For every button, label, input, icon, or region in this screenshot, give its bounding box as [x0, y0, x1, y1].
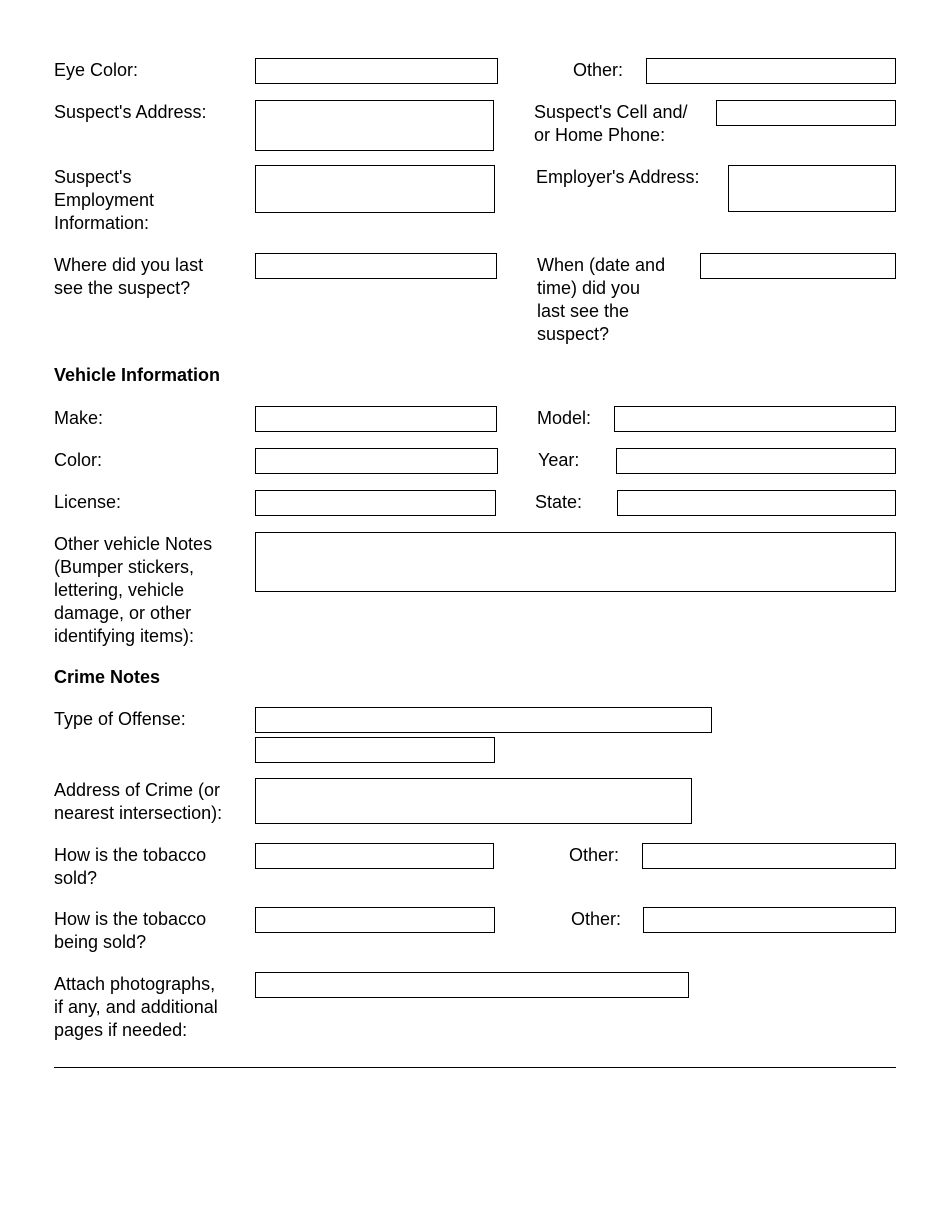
- vehicle-notes-field[interactable]: [255, 532, 896, 592]
- color-field[interactable]: [255, 448, 498, 474]
- offense-type-label: Type of Offense:: [54, 709, 186, 729]
- vehicle-notes-label: Other vehicle Notes (Bumper stickers, lettering, vehicle damage, or other identifying items):: [54, 534, 213, 646]
- crime-notes-heading: Crime Notes: [54, 667, 161, 687]
- license-field[interactable]: [255, 490, 496, 516]
- model-label: Model:: [537, 408, 592, 428]
- employer-address-field[interactable]: [728, 165, 896, 212]
- last-seen-where-label: Where did you last see the suspect?: [54, 255, 204, 298]
- employment-info-label: Suspect's Employment Information:: [54, 167, 155, 233]
- employment-info-field[interactable]: [255, 165, 495, 213]
- model-field[interactable]: [614, 406, 896, 432]
- last-seen-where-field[interactable]: [255, 253, 497, 279]
- suspect-phone-label: Suspect's Cell and/ or Home Phone:: [534, 102, 688, 145]
- color-label: Color:: [54, 450, 103, 470]
- crime-address-field[interactable]: [255, 778, 692, 824]
- make-field[interactable]: [255, 406, 497, 432]
- license-label: License:: [54, 492, 122, 512]
- tobacco-sold-other-field[interactable]: [642, 843, 896, 869]
- vehicle-info-heading: Vehicle Information: [54, 365, 221, 385]
- last-seen-when-label: When (date and time) did you last see the suspect?: [537, 255, 666, 344]
- attach-photos-label: Attach photographs, if any, and additional pages if needed:: [54, 974, 218, 1040]
- tobacco-sold-field[interactable]: [255, 843, 494, 869]
- state-field[interactable]: [617, 490, 896, 516]
- make-label: Make:: [54, 408, 104, 428]
- crime-address-label: Address of Crime (or nearest intersection):: [54, 780, 223, 823]
- last-seen-when-field[interactable]: [700, 253, 896, 279]
- tobacco-sold-label: How is the tobacco sold?: [54, 845, 207, 888]
- tobacco-being-sold-field[interactable]: [255, 907, 495, 933]
- offense-type-field[interactable]: [255, 707, 712, 733]
- state-label: State:: [535, 492, 583, 512]
- suspect-address-label: Suspect's Address:: [54, 102, 207, 122]
- eye-color-other-field[interactable]: [646, 58, 896, 84]
- suspect-address-field[interactable]: [255, 100, 494, 151]
- tobacco-being-sold-other-label: Other:: [571, 909, 622, 929]
- tobacco-sold-other-label: Other:: [569, 845, 620, 865]
- year-field[interactable]: [616, 448, 896, 474]
- tobacco-being-sold-label: How is the tobacco being sold?: [54, 909, 207, 952]
- eye-color-field[interactable]: [255, 58, 498, 84]
- eye-color-other-label: Other:: [573, 60, 624, 80]
- section-divider: [54, 1067, 896, 1068]
- eye-color-label: Eye Color:: [54, 60, 139, 80]
- offense-type-other-field[interactable]: [255, 737, 495, 763]
- suspect-phone-field[interactable]: [716, 100, 896, 126]
- year-label: Year:: [538, 450, 580, 470]
- employer-address-label: Employer's Address:: [536, 167, 700, 187]
- attach-photos-field[interactable]: [255, 972, 689, 998]
- tobacco-being-sold-other-field[interactable]: [643, 907, 896, 933]
